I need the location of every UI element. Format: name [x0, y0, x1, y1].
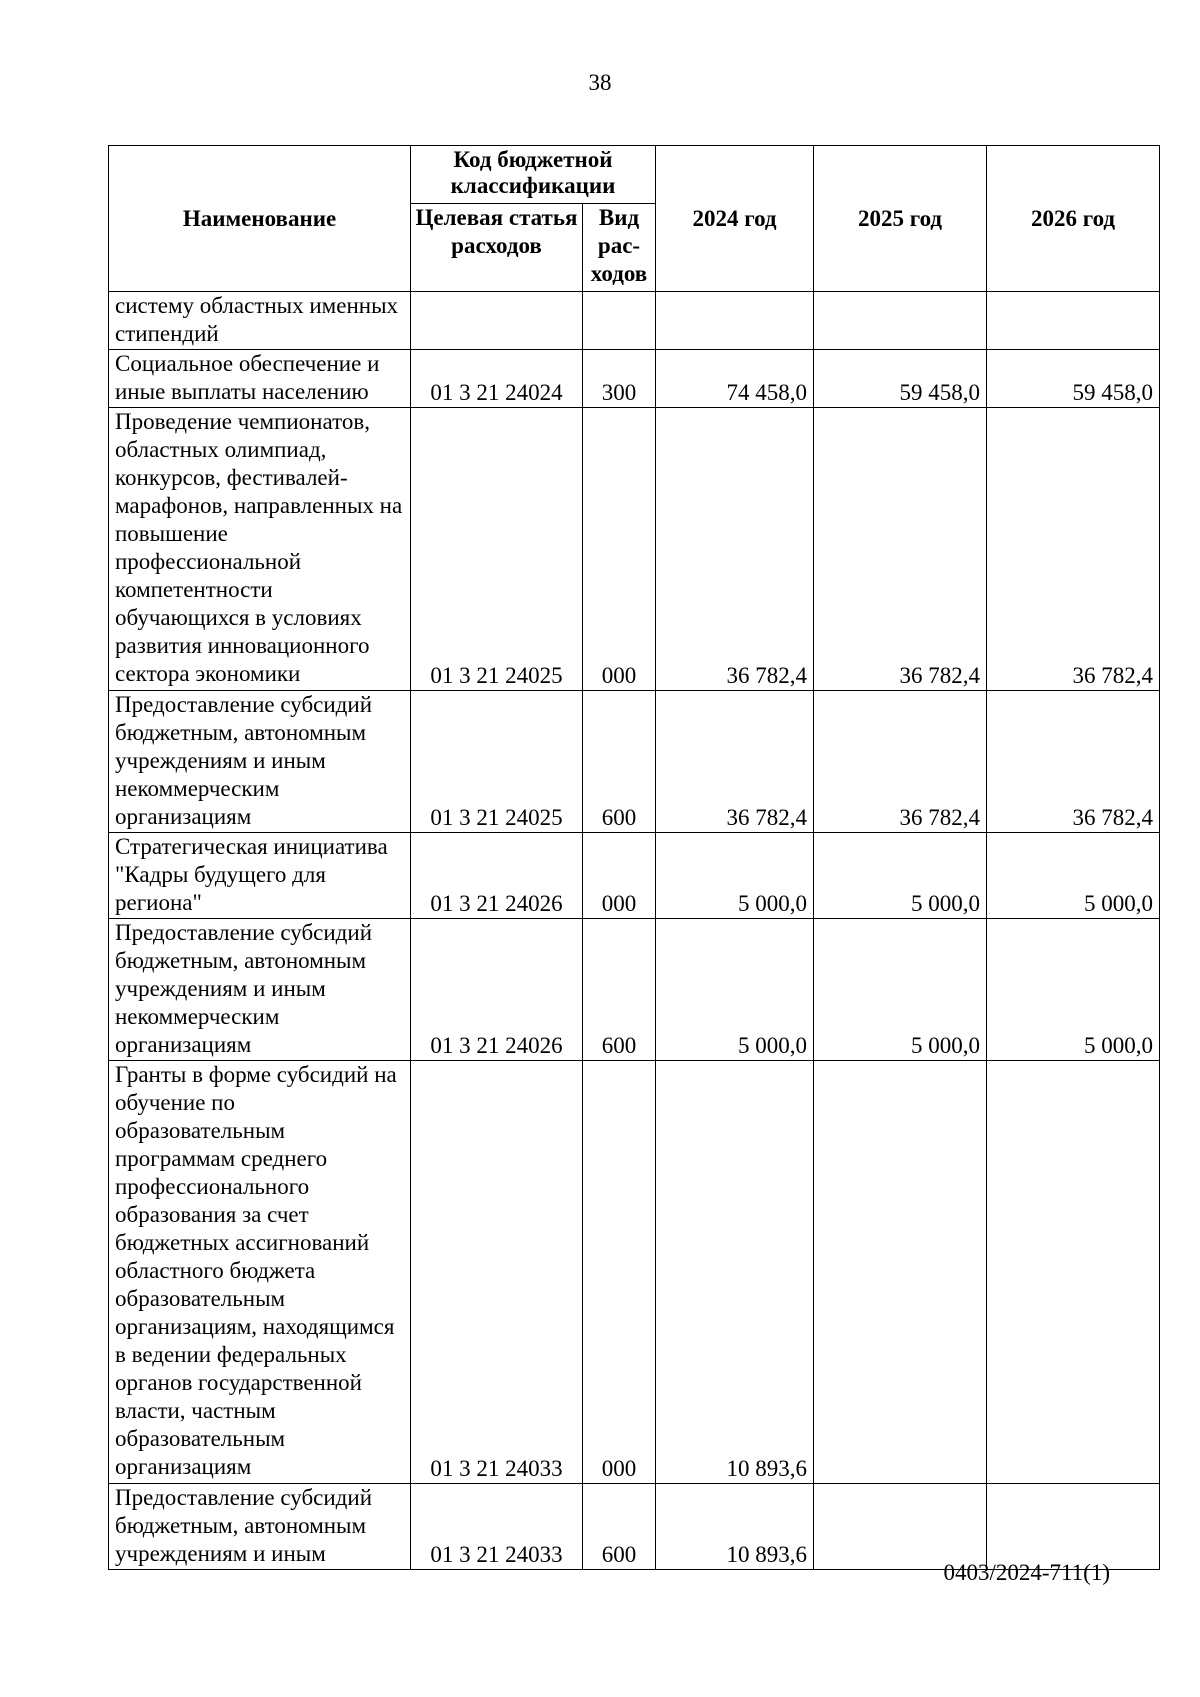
header-year-2024: 2024 год: [656, 146, 814, 292]
row-2026: 5 000,0: [987, 833, 1160, 919]
row-kind: 600: [583, 1484, 656, 1570]
row-2025: 59 458,0: [814, 350, 987, 408]
row-2026: 5 000,0: [987, 919, 1160, 1061]
row-2025: [814, 1061, 987, 1484]
row-2025: 5 000,0: [814, 919, 987, 1061]
row-kind: 000: [583, 1061, 656, 1484]
row-kind: 300: [583, 350, 656, 408]
row-2025: 5 000,0: [814, 833, 987, 919]
row-code: 01 3 21 24033: [411, 1061, 583, 1484]
header-year-2025: 2025 год: [814, 146, 987, 292]
row-kind: 600: [583, 919, 656, 1061]
row-2026: [987, 1484, 1160, 1570]
row-name: систему областных именных стипендий: [109, 292, 411, 350]
row-2024: 5 000,0: [656, 919, 814, 1061]
table-row: [109, 1484, 1160, 1570]
table-row: [109, 919, 1160, 1061]
table-row: [109, 292, 1160, 350]
page-number: 38: [588, 70, 612, 95]
row-2024: 36 782,4: [656, 408, 814, 691]
header-target-article: Целевая статья расходов: [411, 204, 583, 292]
table-row: [109, 408, 1160, 691]
row-code: [411, 292, 583, 350]
table-body: [109, 292, 1160, 1570]
row-2026: 36 782,4: [987, 408, 1160, 691]
header-name: Наименование: [109, 146, 411, 292]
row-kind: 600: [583, 691, 656, 833]
row-code: 01 3 21 24025: [411, 408, 583, 691]
row-name: Гранты в форме субсидий на обучение по образовательным программам среднего профессионального образования за счет бюджетных ассигнований областного бюджета образовательным организациям, находящимся в ведении федеральных органов государственной власти, частным образовательным организациям: [109, 1061, 411, 1484]
row-2024: 74 458,0: [656, 350, 814, 408]
row-kind: [583, 292, 656, 350]
row-2024: 5 000,0: [656, 833, 814, 919]
budget-table: [108, 145, 1160, 1570]
row-code: 01 3 21 24026: [411, 919, 583, 1061]
table-row: [109, 691, 1160, 833]
row-name: Стратегическая инициатива "Кадры будущего для региона": [109, 833, 411, 919]
row-2025: 36 782,4: [814, 408, 987, 691]
row-2024: 36 782,4: [656, 691, 814, 833]
row-2026: [987, 292, 1160, 350]
row-2026: [987, 1061, 1160, 1484]
row-code: 01 3 21 24026: [411, 833, 583, 919]
row-2024: 10 893,6: [656, 1484, 814, 1570]
row-code: 01 3 21 24033: [411, 1484, 583, 1570]
row-name: Предоставление субсидий бюджетным, автономным учреждениям и иным некоммерческим организациям: [109, 691, 411, 833]
row-kind: 000: [583, 408, 656, 691]
header-year-2026: 2026 год: [987, 146, 1160, 292]
row-name: Проведение чемпионатов, областных олимпиад, конкурсов, фестивалей-марафонов, направленных на повышение профессиональной компетентности обучающихся в условиях развития инновационного сектора экономики: [109, 408, 411, 691]
table-row: [109, 833, 1160, 919]
row-code: 01 3 21 24024: [411, 350, 583, 408]
row-2025: [814, 1484, 987, 1570]
header-expense-kind: Вид рас-ходов: [583, 204, 656, 292]
row-name: Предоставление субсидий бюджетным, автономным учреждениям и иным: [109, 1484, 411, 1570]
document-id: 0403/2024-711(1): [943, 1560, 1110, 1585]
table-row: [109, 1061, 1160, 1484]
row-kind: 000: [583, 833, 656, 919]
table-row: [109, 350, 1160, 408]
row-2024: 10 893,6: [656, 1061, 814, 1484]
row-2026: 59 458,0: [987, 350, 1160, 408]
row-2025: 36 782,4: [814, 691, 987, 833]
row-code: 01 3 21 24025: [411, 691, 583, 833]
header-code-group: Код бюджетной классификации: [411, 146, 656, 204]
row-2025: [814, 292, 987, 350]
row-2024: [656, 292, 814, 350]
row-2026: 36 782,4: [987, 691, 1160, 833]
row-name: Предоставление субсидий бюджетным, автономным учреждениям и иным некоммерческим организациям: [109, 919, 411, 1061]
table-header: [109, 146, 1160, 292]
row-name: Социальное обеспечение и иные выплаты населению: [109, 350, 411, 408]
